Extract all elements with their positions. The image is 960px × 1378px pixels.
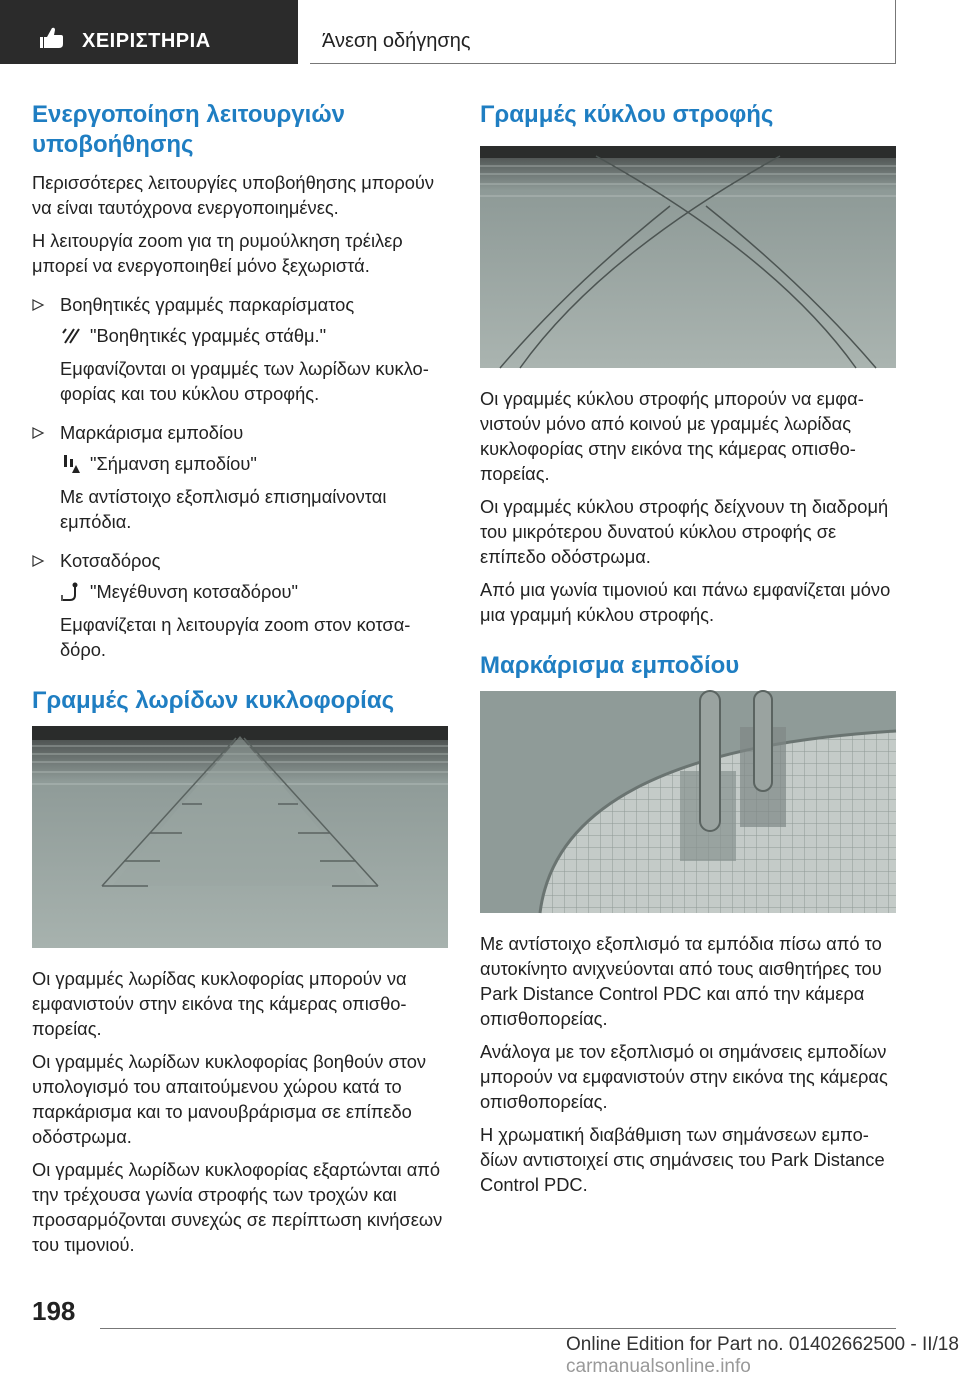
triangle-bullet-icon	[32, 427, 44, 439]
obstacle-marking-illustration	[480, 691, 896, 913]
lanes-paragraph-3: Οι γραμμές λωρίδων κυκλοφορίας εξαρτώνται από την τρέχουσα γωνία στροφής των τροχών και προσαρμόζονται συνεχώς σε περίπτωση κινήσεων του τιμονιού.	[32, 1159, 443, 1255]
item-title: Βοηθητικές γραμμές παρκαρίσματος	[60, 294, 355, 315]
item-title: Κοτσαδόρος	[60, 550, 161, 571]
obstacle-paragraph-1: Με αντίστοιχο εξοπλισμό τα εμπόδια πίσω από το αυτοκίνητο ανιχνεύονται από τους αισθητήρες του Park Distance Control PDC και από την κάμερα οπισθοπορείας.	[480, 933, 882, 1029]
item-description: Εμφανίζεται η λειτουργία zoom στον κοτσαδόρο.	[60, 614, 411, 660]
page-number: 198	[32, 1296, 76, 1326]
menu-entry	[32, 323, 448, 348]
turn-paragraph-1: Οι γραμμές κύκλου στροφής μπορούν να εμφανιστούν μόνο από κοινού με γραμμές λωρίδας κυκλοφορίας στην εικόνα της κάμερας οπισθοπορείας.	[480, 388, 864, 484]
intro-heading: Ενεργοποίηση λειτουργιών υποβοήθησης	[32, 101, 345, 158]
list-item	[32, 292, 448, 317]
left-column	[32, 100, 448, 1265]
lanes-heading: Γραμμές λωρίδων κυκλοφορίας	[32, 687, 395, 714]
chapter-tab	[0, 0, 298, 64]
triangle-bullet-icon	[32, 555, 44, 567]
parking-lines-icon	[60, 325, 82, 347]
intro-paragraph-1: Περισσότερες λειτουργίες υποβοήθησης μπορούν να είναι ταυτόχρονα ενεργοποιημένες.	[32, 172, 435, 218]
lanes-paragraph-2: Οι γραμμές λωρίδων κυκλοφορίας βοηθούν στον υπολογισμό του απαιτούμενου χώρου κατά το παρκάρισμα και το μανουβράρισμα σε επίπεδο οδόστρωμα.	[32, 1051, 427, 1147]
turn-paragraph-3: Από μια γωνία τιμονιού και πάνω εμφανίζεται μόνο μια γραμμή κύκλου στροφής.	[480, 579, 891, 625]
list-item	[32, 548, 448, 573]
triangle-bullet-icon	[32, 299, 44, 311]
footer-divider	[100, 1328, 896, 1329]
section-title: Άνεση οδήγησης	[322, 30, 471, 52]
menu-entry-label: "Μεγέθυνση κοτσαδόρου"	[90, 581, 299, 602]
turn-heading: Γραμμές κύκλου στροφής	[480, 101, 774, 128]
tow-hitch-icon	[60, 581, 82, 603]
obstacle-paragraph-3: Η χρωματική διαβάθμιση των σημάνσεων εμποδίων αντιστοιχεί στις σημάνσεις του Park Distance Control PDC.	[480, 1124, 885, 1195]
menu-entry-label: "Σήμανση εμποδίου"	[90, 453, 257, 474]
lanes-paragraph-1: Οι γραμμές λωρίδας κυκλοφορίας μπορούν να εμφανιστούν στην εικόνα της κάμερας οπισθοπορείας.	[32, 968, 407, 1039]
edition-text: Online Edition for Part no. 01402662500 - II/18	[566, 1334, 959, 1355]
section-header	[310, 0, 896, 64]
turning-circle-illustration	[480, 146, 896, 368]
item-description: Με αντίστοιχο εξοπλισμό επισημαίνονται εμπόδια.	[60, 486, 387, 532]
list-item	[32, 420, 448, 445]
menu-entry	[32, 579, 448, 604]
intro-paragraph-2: Η λειτουργία zoom για τη ρυμούλκηση τρέιλερ μπορεί να ενεργοποιηθεί μόνο ξεχωριστά.	[32, 230, 403, 276]
chapter-title: ΧΕΙΡΙΣΤΗΡΙΑ	[82, 30, 211, 52]
turn-paragraph-2: Οι γραμμές κύκλου στροφής δείχνουν τη διαδρομή του μικρότερου δυνατού κύκλου στροφής σε επίπεδο οδόστρωμα.	[480, 496, 889, 567]
item-description: Εμφανίζονται οι γραμμές των λωρίδων κυκλοφορίας και του κύκλου στροφής.	[60, 358, 429, 404]
hand-pointer-icon	[40, 26, 66, 50]
edition-info	[566, 1334, 960, 1378]
obstacle-marking-icon	[60, 453, 82, 475]
obstacle-paragraph-2: Ανάλογα με τον εξοπλισμό οι σημάνσεις εμποδίων μπορούν να εμφανιστούν στην εικόνα της κάμερας οπισθοπορείας.	[480, 1041, 888, 1112]
lane-lines-illustration	[32, 726, 448, 948]
right-column	[480, 100, 896, 1205]
watermark: carmanualsonline.info	[566, 1356, 751, 1377]
menu-entry-label: "Βοηθητικές γραμμές στάθμ."	[90, 325, 327, 346]
menu-entry	[32, 451, 448, 476]
obstacle-heading: Μαρκάρισμα εμποδίου	[480, 652, 740, 679]
item-title: Μαρκάρισμα εμποδίου	[60, 422, 244, 443]
